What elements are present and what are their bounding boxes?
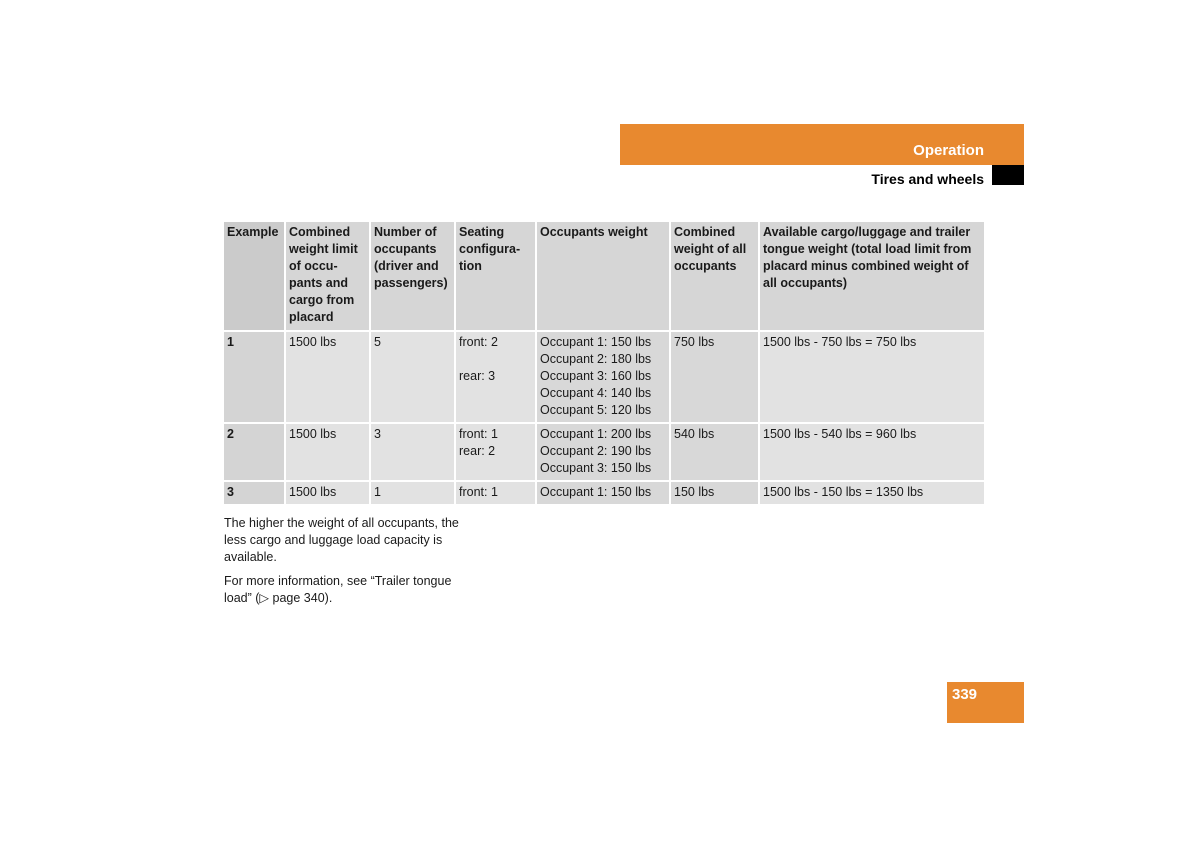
seating-rear: rear: 2	[459, 444, 496, 458]
cell-occupant-weights	[536, 331, 670, 423]
cell-seating	[455, 481, 536, 505]
cell-occupants: 1	[370, 481, 455, 505]
occupant-weight: Occupant 3: 150 lbs	[540, 461, 652, 475]
cell-limit: 1500 lbs	[285, 481, 370, 505]
cell-example: 2	[224, 423, 285, 481]
seating-front: front: 1	[459, 427, 498, 441]
cell-example: 3	[224, 481, 285, 505]
section-title: Operation	[913, 142, 984, 159]
header-available-cargo: Available cargo/luggage and trailer tongue weight (total load limit from placard minus combined weight of all occupants)	[759, 222, 984, 331]
body-text	[224, 515, 474, 614]
cell-example: 1	[224, 331, 285, 423]
cell-combined: 750 lbs	[670, 331, 759, 423]
cell-occupants: 5	[370, 331, 455, 423]
occupant-weight: Occupant 1: 150 lbs	[540, 335, 652, 349]
cell-limit: 1500 lbs	[285, 423, 370, 481]
seating-front: front: 1	[459, 485, 498, 499]
subsection-title: Tires and wheels	[871, 171, 984, 187]
cell-available: 1500 lbs - 750 lbs = 750 lbs	[759, 331, 984, 423]
occupant-weight: Occupant 1: 150 lbs	[540, 485, 652, 499]
cell-occupant-weights	[536, 481, 670, 505]
page-number: 339	[952, 686, 978, 703]
cell-occupant-weights	[536, 423, 670, 481]
header-occupants-weight: Occupants weight	[536, 222, 670, 331]
seating-rear: rear: 3	[459, 369, 496, 383]
cell-limit: 1500 lbs	[285, 331, 370, 423]
header-combined-weight: Combined weight of all occupants	[670, 222, 759, 331]
load-capacity-table	[224, 222, 984, 506]
seating-front: front: 2	[459, 335, 498, 349]
occupant-weight: Occupant 1: 200 lbs	[540, 427, 652, 441]
occupant-weight: Occupant 5: 120 lbs	[540, 403, 652, 417]
cell-seating	[455, 331, 536, 423]
paragraph-more-info: For more information, see “Trailer tongue load” (▷ page 340).	[224, 573, 474, 607]
cell-available: 1500 lbs - 540 lbs = 960 lbs	[759, 423, 984, 481]
table-row	[224, 481, 984, 505]
paragraph-load-capacity: The higher the weight of all occupants, the less cargo and luggage load capacity is available.	[224, 516, 459, 564]
cell-seating	[455, 423, 536, 481]
cell-combined: 540 lbs	[670, 423, 759, 481]
table-header-row	[224, 222, 984, 331]
table-row	[224, 423, 984, 481]
page-reference-link[interactable]: load” (▷ page 340).	[224, 591, 333, 605]
occupant-weight: Occupant 2: 180 lbs	[540, 352, 652, 366]
occupant-weight: Occupant 4: 140 lbs	[540, 386, 652, 400]
header-example: Example	[224, 222, 285, 331]
cell-combined: 150 lbs	[670, 481, 759, 505]
occupant-weight: Occupant 2: 190 lbs	[540, 444, 652, 458]
header-seating-configuration: Seating configura- tion	[455, 222, 536, 331]
occupant-weight: Occupant 3: 160 lbs	[540, 369, 652, 383]
table-row	[224, 331, 984, 423]
header-combined-weight-limit: Combined weight limit of occu- pants and cargo from placard	[285, 222, 370, 331]
header-number-of-occupants: Number of occupants (driver and passengers)	[370, 222, 455, 331]
cell-occupants: 3	[370, 423, 455, 481]
cell-available: 1500 lbs - 150 lbs = 1350 lbs	[759, 481, 984, 505]
section-marker	[992, 165, 1024, 185]
